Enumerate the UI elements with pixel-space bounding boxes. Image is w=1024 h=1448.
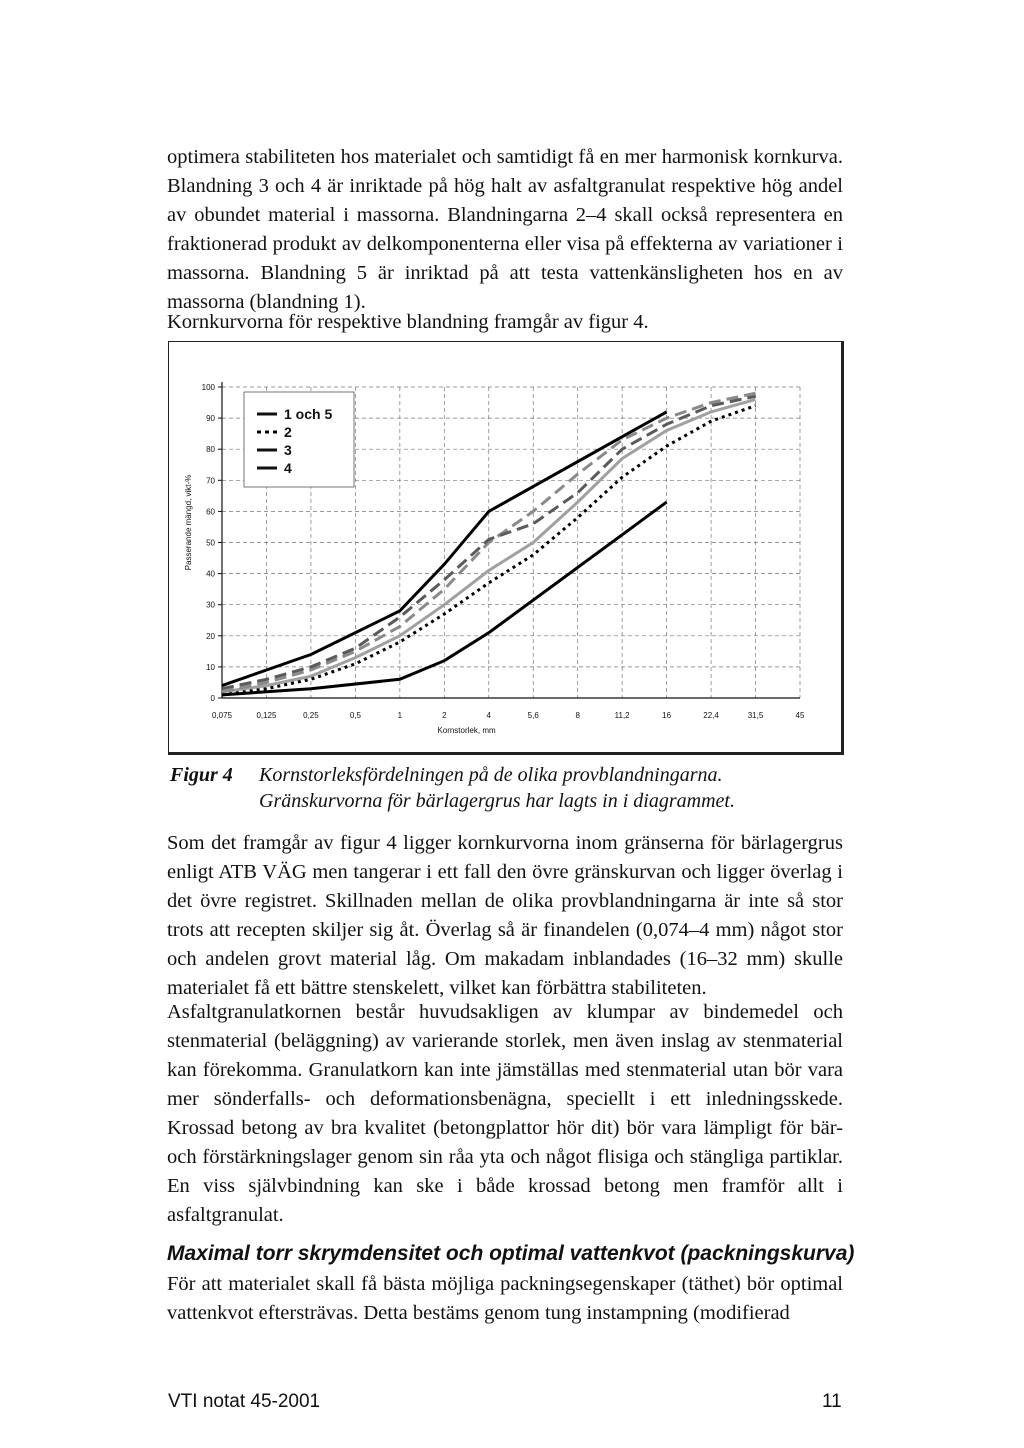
x-tick-label: 5,6 — [527, 711, 539, 720]
paragraph-3: Som det framgår av figur 4 ligger kornkurvorna inom gränserna för bärlagergrus enligt ATB VÄG men tangerar i ett fall den övre gränskurvan och ligger överlag i det övre registret. Skillnaden mellan de olika provblandningarna är inte så stor trots att recepten skiljer sig åt. Överlag så är finandelen (0,074–4 mm) något stor och andelen grovt material låg. Om makadam inblandades (16–32 mm) skulle materialet få ett bättre stenskelett, vilket kan förbättra stabiliteten. — [167, 832, 843, 999]
y-axis-label: Passerande mängd, vikt-% — [184, 474, 193, 571]
y-tick-label: 90 — [206, 414, 215, 424]
x-tick-label: 11,2 — [614, 711, 630, 720]
y-tick-label: 0 — [210, 694, 215, 703]
x-tick-label: 22,4 — [703, 711, 719, 720]
paragraph-5: För att materialet skall få bästa möjliga packningsegenskaper (täthet) bör optimal vattenkvot eftersträvas. Detta bestäms genom tung instampning (modifierad — [167, 1273, 843, 1324]
y-tick-label: 60 — [206, 507, 215, 517]
legend-label-2: 2 — [284, 424, 292, 440]
y-tick-label: 40 — [206, 569, 215, 579]
x-tick-label: 1 — [397, 711, 403, 720]
x-tick-label: 16 — [662, 711, 672, 720]
figure-frame — [168, 341, 844, 755]
y-tick-label: 20 — [206, 631, 215, 641]
figure-caption-line2: Gränskurvorna för bärlagergrus har lagts in i diagrammet. — [259, 790, 735, 812]
x-tick-label: 0,125 — [256, 711, 277, 720]
section-heading: Maximal torr skrymdensitet och optimal vattenkvot (packningskurva) — [167, 1242, 855, 1265]
y-tick-label: 30 — [206, 600, 215, 610]
x-tick-label: 4 — [486, 711, 491, 720]
legend-label-4: 4 — [284, 460, 292, 476]
x-axis-label: Kornstorlek, mm — [437, 726, 496, 735]
y-tick-label: 100 — [201, 383, 215, 392]
x-tick-label: 0,5 — [349, 711, 361, 720]
y-tick-label: 70 — [206, 476, 215, 486]
paragraph-4: Asfaltgranulatkornen består huvudsakligen av klumpar av bindemedel och stenmaterial (beläggning) av varierande storlek, men även inslag av stenmaterial kan förekomma. Granulatkorn kan inte jämställas med stenmaterial utan bör vara mer sönderfalls- och deformationsbenägna, speciellt i ett inledningsskede. Krossad betong av bra kvalitet (betongplattor hör dit) bör vara lämpligt för bär- och förstärkningslager genom sin råa yta och något flisiga och stängliga partiklar. En viss självbindning kan ske i både krossad betong men framför allt i asfaltgranulat. — [167, 1001, 843, 1226]
x-tick-label: 0,075 — [211, 711, 233, 720]
x-tick-label: 2 — [442, 711, 447, 720]
x-tick-label: 8 — [575, 711, 580, 720]
paragraph-2: Kornkurvorna för respektive blandning framgår av figur 4. — [167, 311, 649, 333]
footer-page-number: 11 — [822, 1391, 842, 1412]
paragraph-1: optimera stabiliteten hos materialet och samtidigt få en mer harmonisk kornkurva. Blandning 3 och 4 är inriktade på hög halt av asfaltgranulat respektive hög andel av obundet material i massorna. Blandningarna 2–4 skall också representera en fraktionerad produkt av delkomponenterna eller visa på effekterna av variationer i massorna. Blandning 5 är inriktad på att testa vattenkänsligheten hos en av massorna (blandning 1). — [167, 146, 843, 313]
legend-label-1: 1 och 5 — [284, 406, 333, 422]
footer-report-id: VTI notat 45-2001 — [168, 1391, 321, 1412]
figure-label: Figur 4 — [170, 764, 233, 786]
grain-size-chart — [169, 342, 845, 756]
x-tick-label: 31,5 — [747, 711, 764, 720]
figure-caption-line1: Kornstorleksfördelningen på de olika provblandningarna. — [259, 764, 723, 786]
y-tick-label: 10 — [206, 662, 215, 672]
legend-label-3: 3 — [284, 442, 292, 458]
y-tick-label: 80 — [206, 445, 215, 455]
x-tick-label: 0,25 — [303, 711, 319, 720]
y-tick-label: 50 — [206, 538, 215, 548]
x-tick-label: 45 — [795, 711, 805, 720]
